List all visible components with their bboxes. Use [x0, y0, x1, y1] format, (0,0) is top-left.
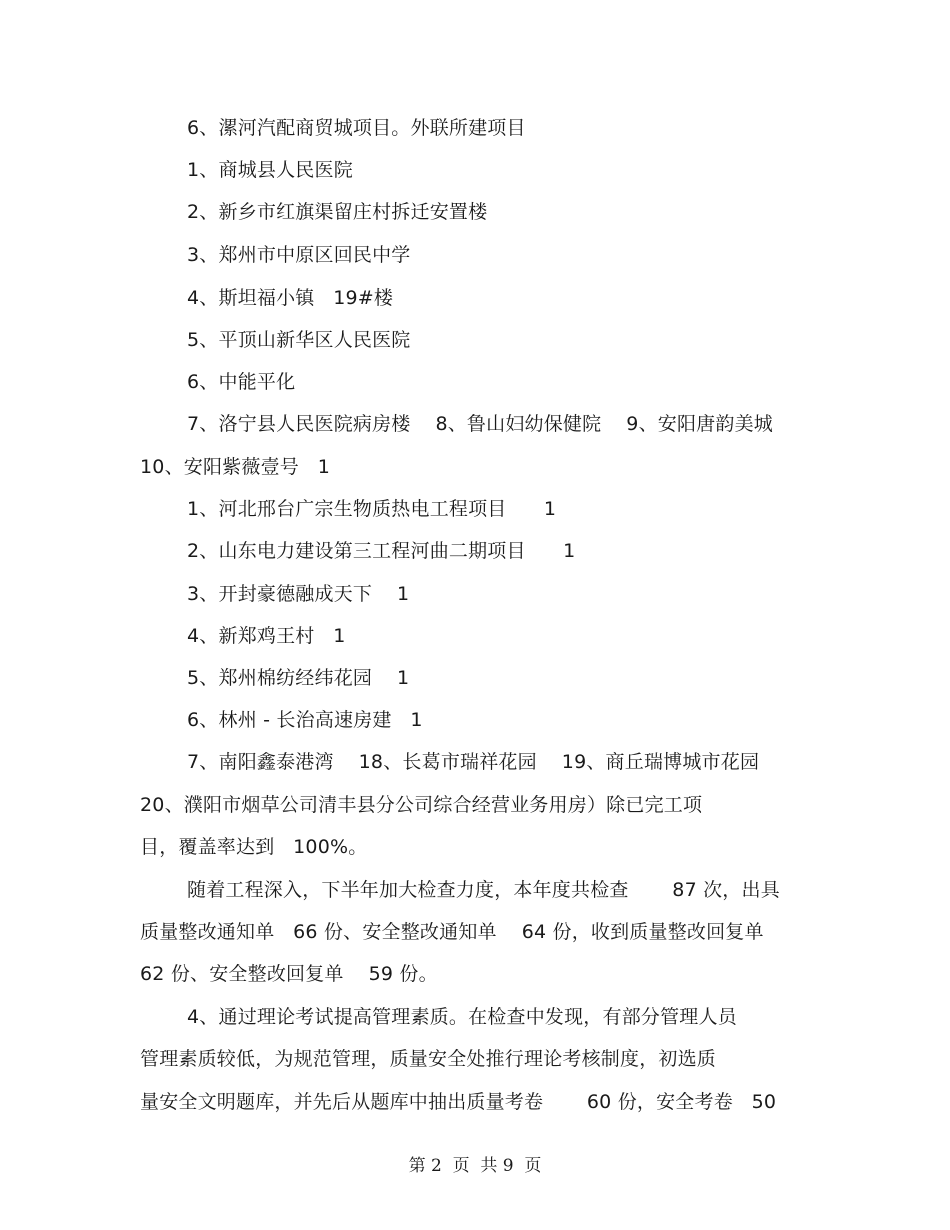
list-item-projects-7-19: 7、南阳鑫泰港湾 18、长葛市瑞祥花园 19、商丘瑞博城市花园 [187, 751, 760, 773]
paragraph-inspection-line-2: 质量整改通知单 66 份、安全整改通知单 64 份，收到质量整改回复单 [140, 921, 764, 943]
paragraph-exam-line-2: 管理素质较低，为规范管理，质量安全处推行理论考核制度，初选质 [140, 1048, 717, 1070]
paragraph-coverage: 目，覆盖率达到 100%。 [140, 836, 368, 858]
list-item-project-3-kaifeng: 3、开封豪德融成天下 1 [187, 583, 410, 605]
list-item-project-1-shangcheng: 1、商城县人民医院 [187, 159, 353, 181]
paragraph-inspection-line-1: 随着工程深入，下半年加大检查力度，本年度共检查 87 次，出具 [187, 879, 780, 901]
list-item-project-3-zhengzhou: 3、郑州市中原区回民中学 [187, 244, 411, 266]
list-item-project-5-pingdingshan: 5、平顶山新华区人民医院 [187, 329, 411, 351]
list-item-project-5-zhengzhou-cotton: 5、郑州棉纺经纬花园 1 [187, 667, 410, 689]
list-item-project-6-linzhou: 6、林州 - 长治高速房建 1 [187, 709, 423, 731]
list-item-project-2-shandong: 2、山东电力建设第三工程河曲二期项目 1 [187, 540, 576, 562]
list-item-projects-7-9: 7、洛宁县人民医院病房楼 8、鲁山妇幼保健院 9、安阳唐韵美城 [187, 413, 773, 435]
list-item-project-10-anyang: 10、安阳紫薇壹号 1 [140, 456, 330, 478]
list-item-project-6-luohe: 6、漯河汽配商贸城项目。外联所建项目 [187, 117, 526, 139]
paragraph-exam-line-1: 4、通过理论考试提高管理素质。在检查中发现，有部分管理人员 [187, 1006, 737, 1028]
list-item-project-4-stanford: 4、斯坦福小镇 19#楼 [187, 287, 394, 309]
list-item-project-4-xinzheng: 4、新郑鸡王村 1 [187, 625, 346, 647]
list-item-project-1-hebei: 1、河北邢台广宗生物质热电工程项目 1 [187, 498, 557, 520]
paragraph-inspection-line-3: 62 份、安全整改回复单 59 份。 [140, 963, 438, 985]
list-item-project-2-xinxiang: 2、新乡市红旗渠留庄村拆迁安置楼 [187, 201, 488, 223]
paragraph-exam-line-3: 量安全文明题库，并先后从题库中抽出质量考卷 60 份，安全考卷 50 [140, 1091, 777, 1113]
list-item-project-6-zhongneng: 6、中能平化 [187, 371, 296, 393]
list-item-project-20-puyang: 20、濮阳市烟草公司清丰县分公司综合经营业务用房）除已完工项 [140, 794, 703, 816]
page-footer: 第 2 页 共 9 页 [408, 1156, 542, 1176]
